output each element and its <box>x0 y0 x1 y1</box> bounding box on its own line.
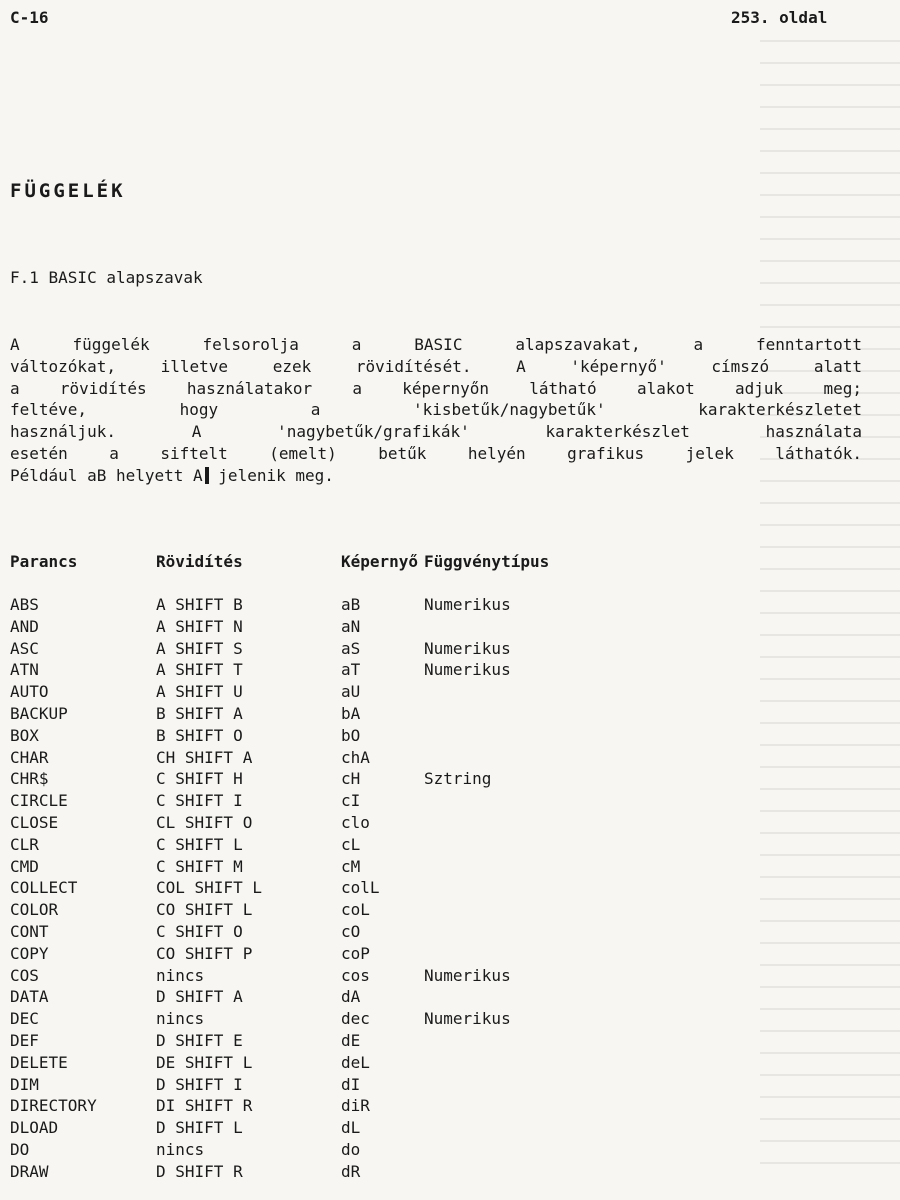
abbreviation-cell: CO SHIFT P <box>156 943 253 963</box>
screen-cell: chA <box>341 747 370 767</box>
table-header <box>10 552 870 574</box>
command-cell: DO <box>10 1139 30 1159</box>
screen-cell: dE <box>341 1030 361 1050</box>
graphic-character-icon <box>205 467 209 484</box>
section-title: F.1 BASIC alapszavak <box>10 268 203 287</box>
header-screen: Képernyő <box>341 552 419 571</box>
screen-cell: cH <box>341 769 361 789</box>
screen-cell: aU <box>341 682 361 702</box>
command-cell: ATN <box>10 660 39 680</box>
abbreviation-cell: nincs <box>156 965 205 985</box>
abbreviation-cell: CO SHIFT L <box>156 900 253 920</box>
screen-cell: dI <box>341 1074 361 1094</box>
table-row <box>10 725 870 747</box>
abbreviation-cell: A SHIFT T <box>156 660 243 680</box>
screen-cell: bA <box>341 703 361 723</box>
command-cell: COLOR <box>10 900 59 920</box>
command-cell: ABS <box>10 595 39 614</box>
abbreviation-cell: C SHIFT I <box>156 791 243 811</box>
table-row <box>10 1052 870 1074</box>
command-cell: CIRCLE <box>10 791 68 811</box>
screen-cell: cM <box>341 856 361 876</box>
screen-cell: cO <box>341 921 361 941</box>
table-row <box>10 856 870 878</box>
table-row <box>10 834 870 856</box>
page-section-code: C-16 <box>10 8 49 27</box>
command-cell: CLOSE <box>10 812 59 832</box>
abbreviation-cell: A SHIFT N <box>156 616 243 636</box>
command-cell: DIRECTORY <box>10 1096 97 1116</box>
abbreviation-cell: CL SHIFT O <box>156 812 253 832</box>
screen-cell: diR <box>341 1096 370 1116</box>
abbreviation-cell: C SHIFT H <box>156 769 243 789</box>
abbreviation-cell: DE SHIFT L <box>156 1052 253 1072</box>
screen-cell: dL <box>341 1118 361 1138</box>
screen-cell: dA <box>341 987 361 1007</box>
abbreviation-cell: A SHIFT U <box>156 682 243 702</box>
page-number: 253. oldal <box>731 8 828 27</box>
command-cell: DIM <box>10 1074 39 1094</box>
abbreviation-cell: D SHIFT A <box>156 987 243 1007</box>
command-cell: CLR <box>10 834 39 854</box>
screen-cell: aB <box>341 595 361 614</box>
table-row <box>10 921 870 943</box>
function-type-cell: Numerikus <box>424 595 511 614</box>
table-row <box>10 812 870 834</box>
abbreviation-cell: nincs <box>156 1009 205 1029</box>
function-type-cell: Numerikus <box>424 638 511 658</box>
abbreviation-cell: D SHIFT R <box>156 1161 243 1181</box>
screen-cell: do <box>341 1139 361 1159</box>
function-type-cell: Sztring <box>424 769 492 789</box>
table-row <box>10 986 870 1008</box>
screen-cell: aN <box>341 616 361 636</box>
screen-cell: deL <box>341 1052 370 1072</box>
table-row <box>10 638 870 660</box>
screen-cell: dec <box>341 1009 370 1029</box>
table-row <box>10 747 870 769</box>
keyword-table <box>10 594 870 1183</box>
function-type-cell: Numerikus <box>424 965 511 985</box>
table-row <box>10 965 870 987</box>
table-row <box>10 1095 870 1117</box>
paragraph-line: használjuk. A 'nagybetűk/grafikák' karakterkészlet használata <box>10 422 862 442</box>
paragraph-line: a rövidítés használatakor a képernyőn látható alakot adjuk meg; <box>10 378 862 398</box>
screen-cell: colL <box>341 878 380 898</box>
table-row <box>10 1117 870 1139</box>
screen-cell: dR <box>341 1161 361 1181</box>
command-cell: COPY <box>10 943 49 963</box>
command-cell: COS <box>10 965 39 985</box>
table-row <box>10 594 870 616</box>
abbreviation-cell: C SHIFT O <box>156 921 243 941</box>
chapter-title: FÜGGELÉK <box>10 180 126 202</box>
screen-cell: aS <box>341 638 361 658</box>
command-cell: CHAR <box>10 747 49 767</box>
table-row <box>10 616 870 638</box>
command-cell: DELETE <box>10 1052 68 1072</box>
table-row <box>10 943 870 965</box>
command-cell: AUTO <box>10 682 49 702</box>
abbreviation-cell: COL SHIFT L <box>156 878 262 898</box>
paragraph-line-tail: jelenik meg. <box>218 465 334 485</box>
function-type-cell: Numerikus <box>424 1009 511 1029</box>
screen-cell: coL <box>341 900 370 920</box>
screen-cell: cI <box>341 791 361 811</box>
command-cell: DLOAD <box>10 1118 59 1138</box>
paragraph-line: A függelék felsorolja a BASIC alapszavakat, a fenntartott <box>10 335 862 354</box>
command-cell: ASC <box>10 638 39 658</box>
screen-cell: cL <box>341 834 361 854</box>
paragraph-line: változókat, illetve ezek rövidítését. A 'képernyő' címszó alatt <box>10 356 862 376</box>
screen-cell: cos <box>341 965 370 985</box>
command-cell: DEF <box>10 1030 39 1050</box>
command-cell: DEC <box>10 1009 39 1029</box>
abbreviation-cell: D SHIFT E <box>156 1030 243 1050</box>
command-cell: DATA <box>10 987 49 1007</box>
function-type-cell: Numerikus <box>424 660 511 680</box>
table-row <box>10 1008 870 1030</box>
header-function-type: Függvénytípus <box>424 552 550 571</box>
command-cell: BACKUP <box>10 703 68 723</box>
abbreviation-cell: A SHIFT B <box>156 595 243 614</box>
table-row <box>10 659 870 681</box>
table-row <box>10 703 870 725</box>
paragraph-line: esetén a siftelt (emelt) betűk helyén grafikus jelek láthatók. <box>10 443 862 463</box>
header-abbreviation: Rövidítés <box>156 552 243 571</box>
table-row <box>10 899 870 921</box>
table-row <box>10 768 870 790</box>
command-cell: CHR$ <box>10 769 49 789</box>
table-row <box>10 681 870 703</box>
screen-cell: bO <box>341 725 361 745</box>
paragraph-line-text: Például aB helyett A <box>10 465 203 485</box>
abbreviation-cell: A SHIFT S <box>156 638 243 658</box>
abbreviation-cell: CH SHIFT A <box>156 747 253 767</box>
abbreviation-cell: DI SHIFT R <box>156 1096 253 1116</box>
abbreviation-cell: C SHIFT M <box>156 856 243 876</box>
table-row <box>10 1139 870 1161</box>
abbreviation-cell: B SHIFT A <box>156 703 243 723</box>
table-row <box>10 1161 870 1183</box>
command-cell: CONT <box>10 921 49 941</box>
table-row <box>10 790 870 812</box>
command-cell: BOX <box>10 725 39 745</box>
abbreviation-cell: C SHIFT L <box>156 834 243 854</box>
screen-cell: aT <box>341 660 361 680</box>
abbreviation-cell: nincs <box>156 1139 205 1159</box>
table-row <box>10 877 870 899</box>
abbreviation-cell: D SHIFT I <box>156 1074 243 1094</box>
abbreviation-cell: B SHIFT O <box>156 725 243 745</box>
intro-paragraph <box>10 334 862 487</box>
paragraph-line-last <box>10 465 862 487</box>
screen-cell: coP <box>341 943 370 963</box>
abbreviation-cell: D SHIFT L <box>156 1118 243 1138</box>
table-row <box>10 1074 870 1096</box>
command-cell: DRAW <box>10 1161 49 1181</box>
table-row <box>10 1030 870 1052</box>
command-cell: AND <box>10 616 39 636</box>
command-cell: CMD <box>10 856 39 876</box>
screen-cell: clo <box>341 812 370 832</box>
command-cell: COLLECT <box>10 878 78 898</box>
header-command: Parancs <box>10 552 78 571</box>
paragraph-line: feltéve, hogy a 'kisbetűk/nagybetűk' karakterkészletet <box>10 400 862 420</box>
